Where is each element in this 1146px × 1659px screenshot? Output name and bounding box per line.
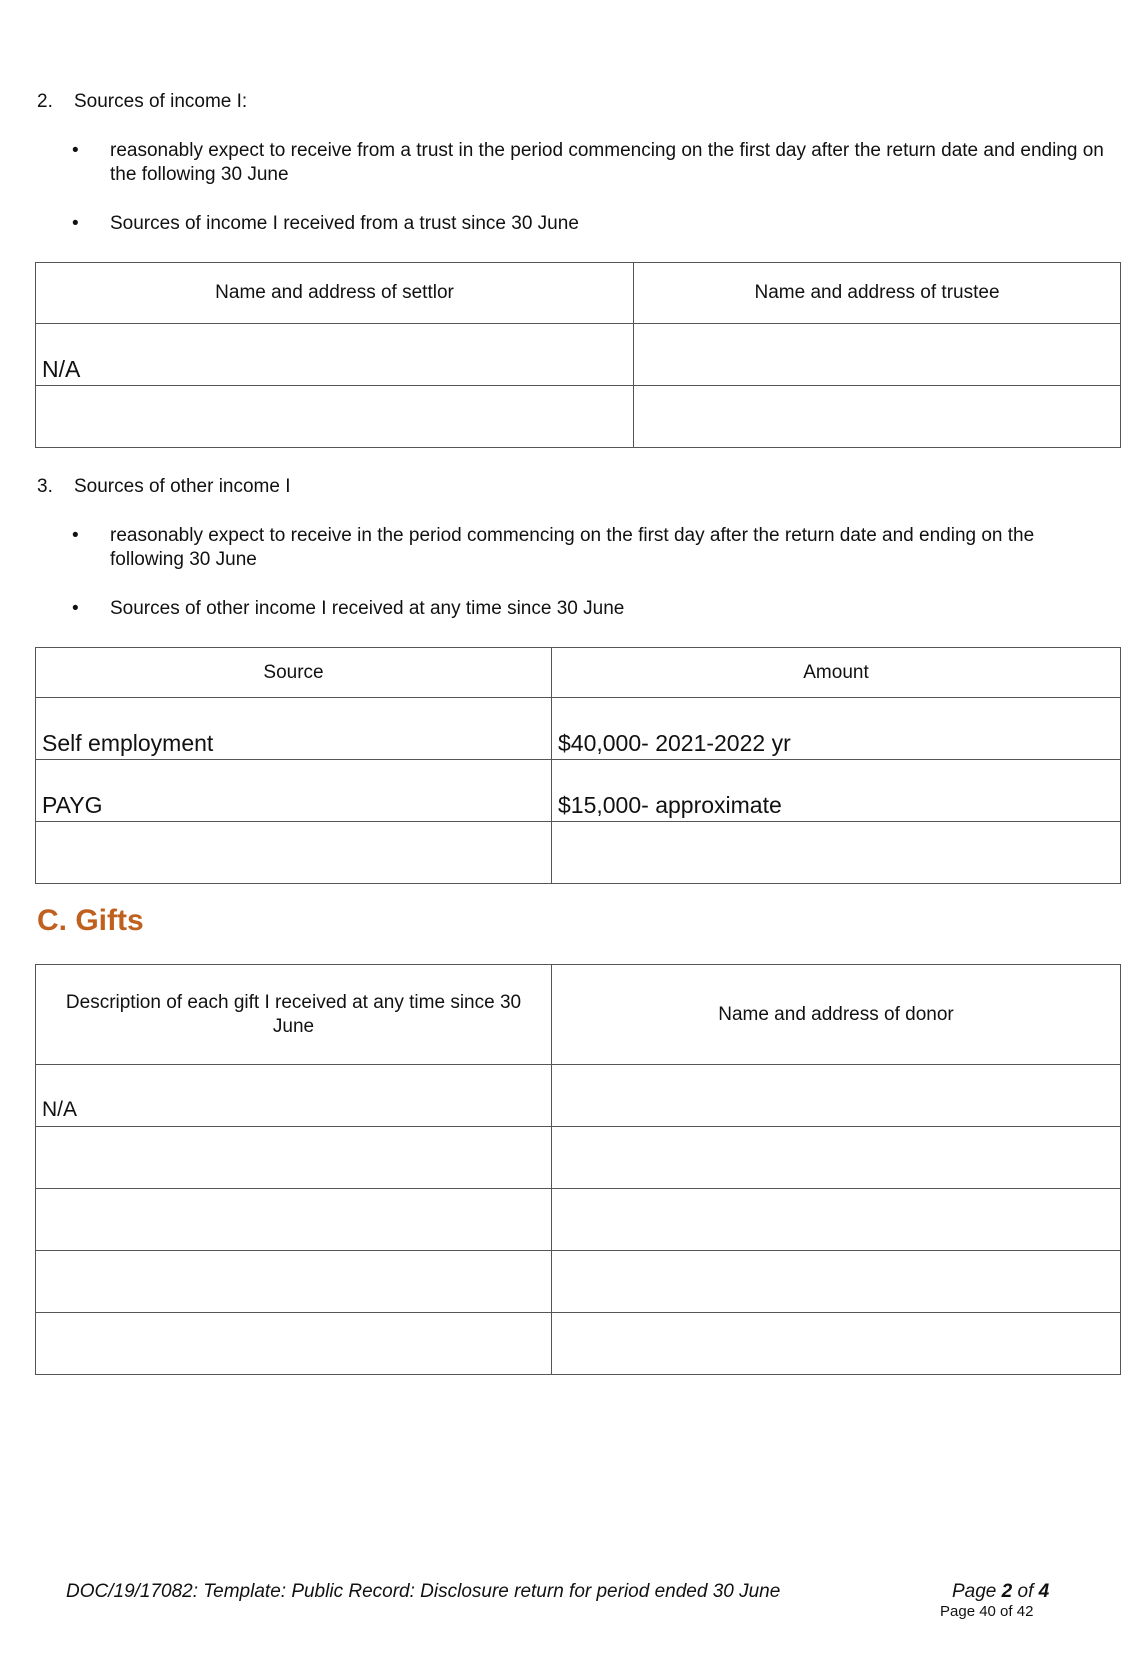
table-cell — [634, 386, 1121, 448]
table-cell — [36, 1251, 552, 1313]
gifts-section-title: C. Gifts — [37, 904, 144, 937]
gifts-table — [35, 964, 1121, 1375]
table-cell — [36, 1189, 552, 1251]
table-cell — [552, 1189, 1121, 1251]
trust-income-table — [35, 262, 1121, 448]
bullet-icon: • — [72, 525, 79, 546]
column-header-source: Source — [36, 648, 552, 698]
footer-page-current: 2 — [1001, 1581, 1013, 1602]
footer-page-total: 4 — [1038, 1581, 1050, 1602]
section-3-bullet-1: reasonably expect to receive in the period commencing on the first day after the return date and ending on the following 30 June — [110, 525, 1035, 570]
table-cell: N/A — [36, 1065, 552, 1127]
table-cell — [36, 1127, 552, 1189]
bullet-icon: • — [72, 213, 79, 234]
footer-page-of: of — [1012, 1581, 1039, 1602]
section-2-bullet-2: Sources of income I received from a trust since 30 June — [110, 213, 579, 234]
table-cell — [552, 1127, 1121, 1189]
section-2-intro: Sources of income I: — [74, 91, 248, 112]
bullet-icon: • — [72, 598, 79, 619]
section-2-number: 2. — [37, 91, 53, 112]
section-3-bullet-2: Sources of other income I received at any time since 30 June — [110, 598, 625, 619]
footer-page-stamp: Page 40 of 42 — [940, 1603, 1034, 1620]
column-header-trustee: Name and address of trustee — [634, 263, 1121, 324]
table-cell — [552, 1251, 1121, 1313]
section-3-number: 3. — [37, 476, 53, 497]
column-header-amount: Amount — [552, 648, 1121, 698]
table-cell — [552, 822, 1121, 884]
table-cell: $40,000- 2021-2022 yr — [552, 698, 1121, 760]
table-cell: N/A — [36, 324, 634, 386]
table-cell — [552, 1313, 1121, 1375]
column-header-donor: Name and address of donor — [552, 965, 1121, 1065]
gift-description-header-text: Description of each gift I received at any time since 30 June — [65, 991, 522, 1037]
table-cell: PAYG — [36, 760, 552, 822]
table-cell — [36, 822, 552, 884]
footer-page-number — [952, 1581, 1049, 1603]
column-header-settlor: Name and address of settlor — [36, 263, 634, 324]
table-cell — [36, 1313, 552, 1375]
section-2-bullet-1: reasonably expect to receive from a trust in the period commencing on the first day after the return date and ending on the following 30 June — [110, 140, 1104, 185]
footer-document-reference: DOC/19/17082: Template: Public Record: Disclosure return for period ended 30 June — [66, 1581, 781, 1602]
table-cell — [36, 386, 634, 448]
column-header-gift-description — [36, 965, 552, 1065]
section-3-intro: Sources of other income I — [74, 476, 291, 497]
table-cell: Self employment — [36, 698, 552, 760]
other-income-table — [35, 647, 1121, 884]
table-cell — [634, 324, 1121, 386]
footer-page-prefix: Page — [952, 1581, 1002, 1602]
table-cell — [552, 1065, 1121, 1127]
table-cell: $15,000- approximate — [552, 760, 1121, 822]
bullet-icon: • — [72, 140, 79, 161]
